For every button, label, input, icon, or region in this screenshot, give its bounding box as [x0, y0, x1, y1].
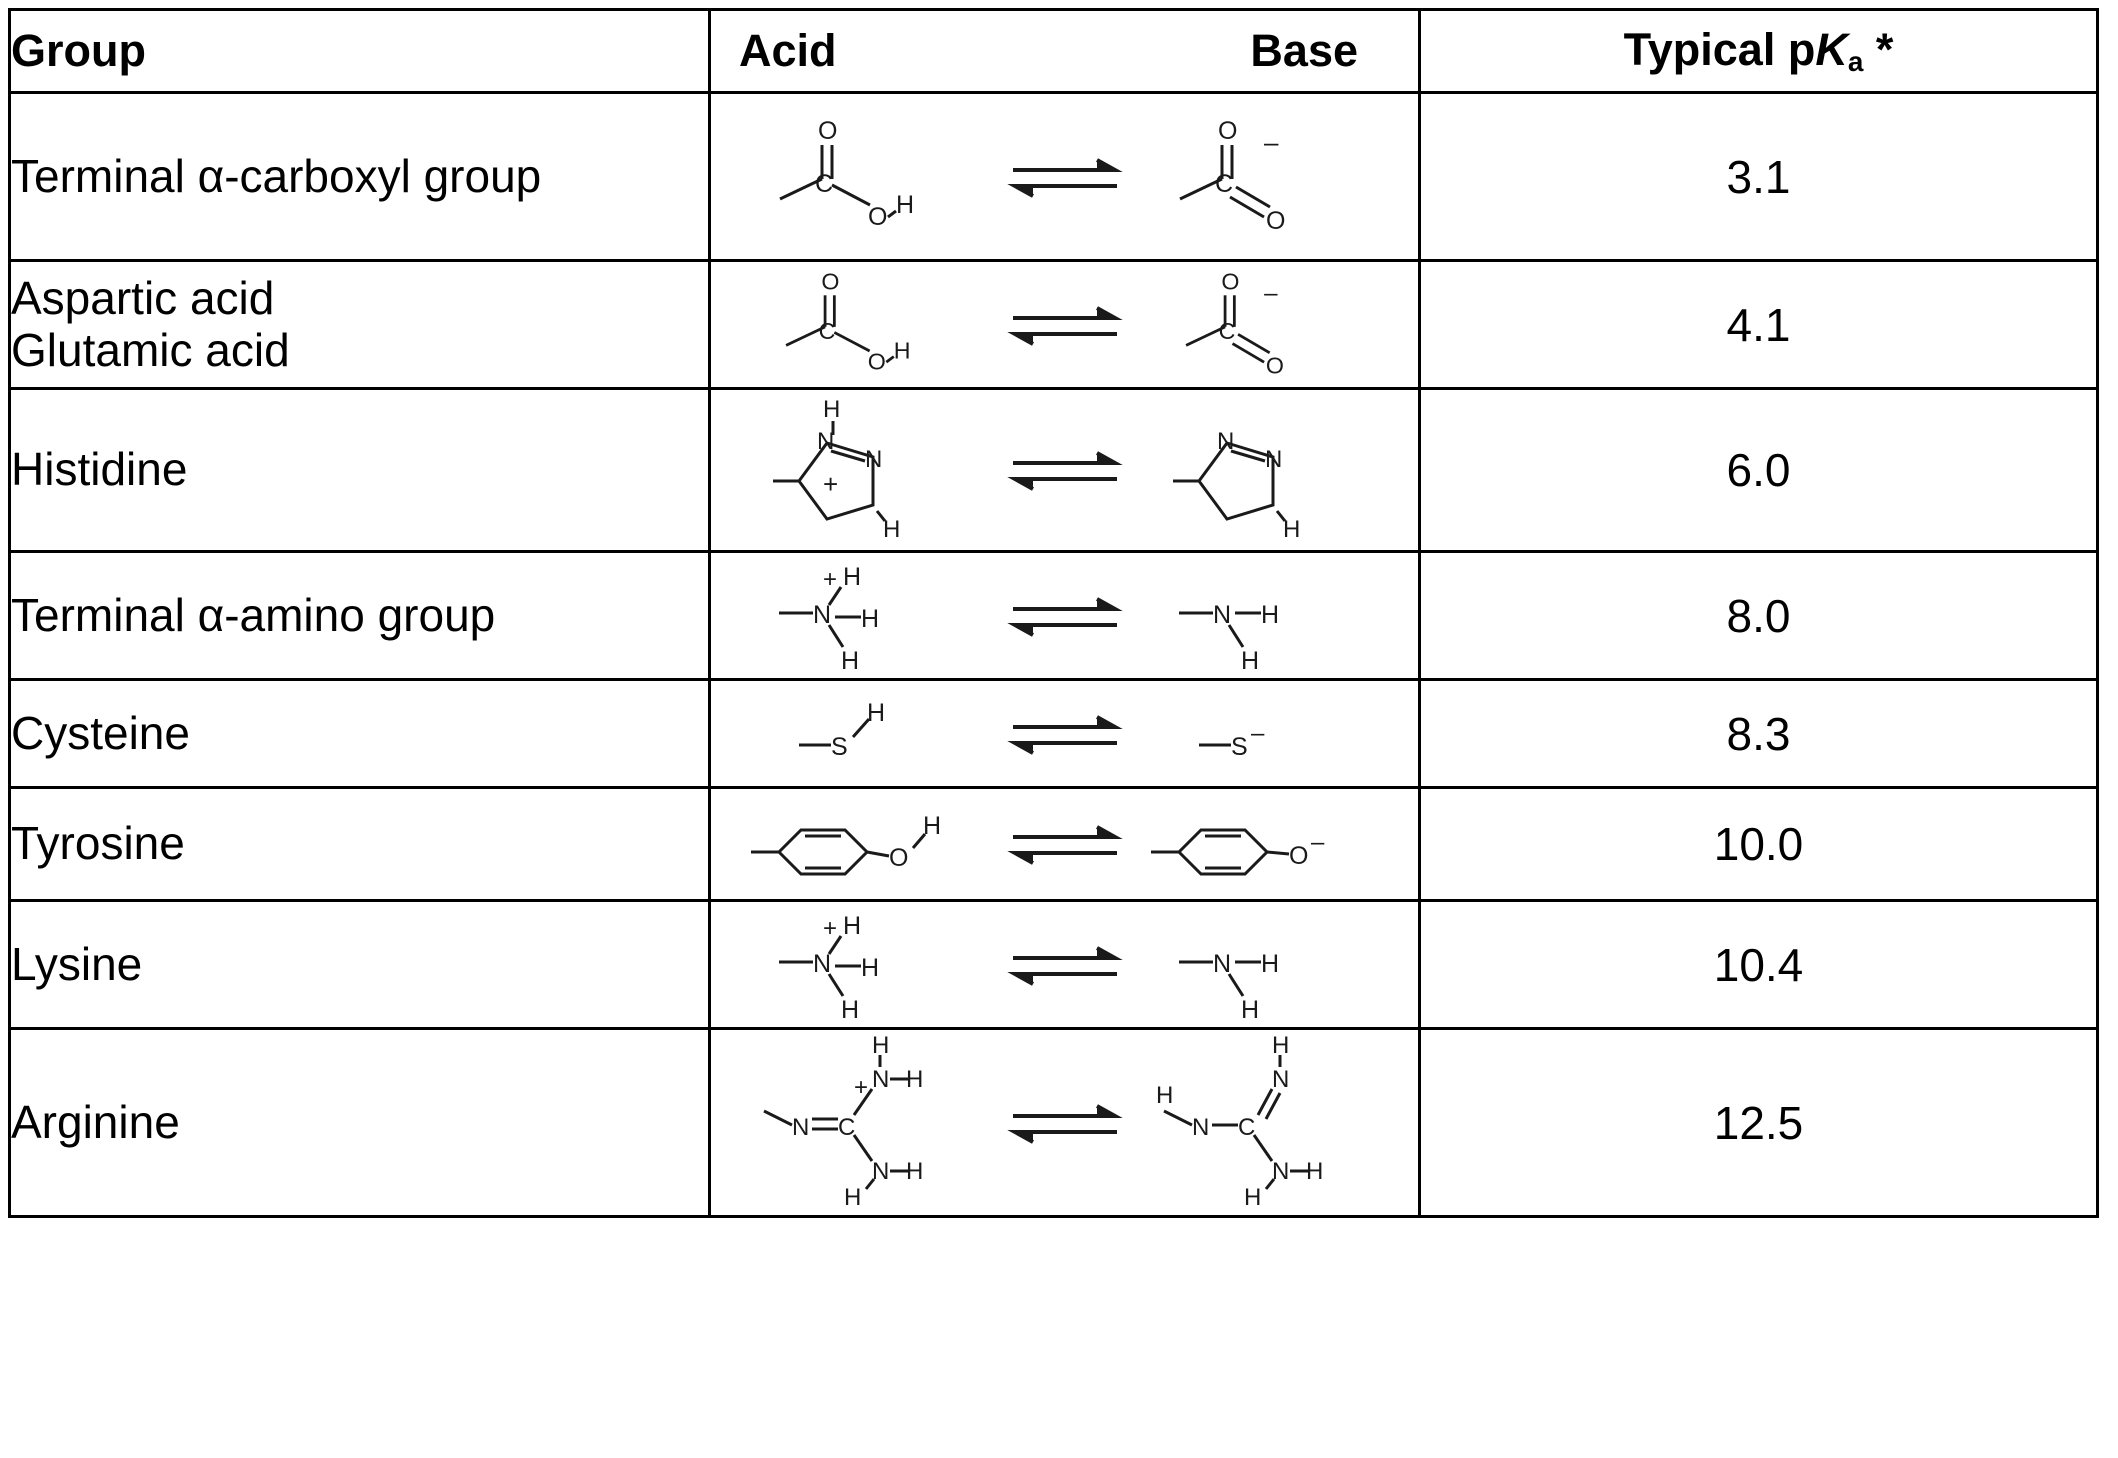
svg-text:N: N [1216, 428, 1234, 455]
svg-text:N: N [1191, 1113, 1209, 1141]
svg-text:S: S [830, 732, 848, 761]
cell-structures [710, 788, 1420, 901]
base-structure-amine-icon [1140, 551, 1390, 681]
svg-text:N: N [1212, 949, 1231, 978]
pka-prefix: Typical p [1623, 23, 1816, 75]
svg-text:O: O [867, 202, 887, 231]
column-header-group: Group [10, 10, 710, 93]
cell-group: Terminal α-carboxyl group [10, 93, 710, 261]
svg-text:C: C [1237, 1113, 1255, 1141]
svg-text:H: H [1271, 1032, 1289, 1059]
cell-group: Tyrosine [10, 788, 710, 901]
svg-text:C: C [837, 1113, 855, 1141]
svg-text:H: H [1260, 949, 1279, 978]
cell-structures [710, 680, 1420, 788]
svg-text:H: H [1240, 995, 1259, 1024]
svg-text:–: – [1250, 719, 1264, 747]
column-header-base: Base [1250, 25, 1358, 76]
svg-text:N: N [812, 600, 831, 629]
cell-group: Cysteine [10, 680, 710, 788]
svg-text:H: H [1240, 646, 1259, 675]
column-header-pka [1420, 10, 2098, 93]
cell-group: Lysine [10, 901, 710, 1029]
cell-group [10, 261, 710, 389]
svg-text:H: H [893, 336, 911, 363]
cell-structures [710, 93, 1420, 261]
table-header [10, 10, 2098, 93]
cell-structures [710, 901, 1420, 1029]
svg-text:H: H [860, 953, 879, 982]
table-row [10, 552, 2098, 680]
base-structure-thiolate-icon [1140, 689, 1390, 779]
cell-structures [710, 552, 1420, 680]
svg-text:C: C [814, 169, 833, 198]
base-structure-amine-icon [1140, 900, 1390, 1030]
pka-table [8, 8, 2099, 1218]
svg-text:C: C [1218, 317, 1235, 344]
base-structure-carboxylate-icon [1140, 107, 1390, 247]
svg-text:–: – [1263, 279, 1277, 307]
svg-text:+: + [822, 469, 838, 499]
table-body [10, 93, 2098, 1217]
table-row [10, 389, 2098, 552]
cell-structures [710, 389, 1420, 552]
svg-text:N: N [1271, 1157, 1289, 1185]
equilibrium-arrow-icon [1000, 591, 1130, 641]
svg-text:H: H [1282, 516, 1300, 543]
cell-pka: 12.5 [1420, 1029, 2098, 1217]
cell-pka: 8.0 [1420, 552, 2098, 680]
svg-text:O: O [1220, 268, 1239, 295]
equilibrium-arrow-icon [1000, 152, 1130, 202]
svg-text:H: H [840, 995, 859, 1024]
svg-text:O: O [1265, 206, 1285, 235]
svg-text:–: – [1310, 829, 1324, 856]
svg-text:+: + [822, 565, 837, 593]
svg-text:H: H [866, 698, 885, 727]
equilibrium-arrow-icon [1000, 709, 1130, 759]
acid-structure-imidazolium-icon [740, 395, 990, 545]
equilibrium-arrow-icon [1000, 819, 1130, 869]
svg-text:H: H [1243, 1183, 1261, 1211]
table-row [10, 901, 2098, 1029]
svg-text:N: N [1271, 1065, 1289, 1093]
svg-text:H: H [922, 812, 941, 840]
cell-structures [710, 261, 1420, 389]
base-structure-phenolate-icon [1140, 794, 1390, 894]
cell-group: Terminal α-amino group [10, 552, 710, 680]
svg-text:N: N [871, 1157, 889, 1185]
svg-text:N: N [871, 1065, 889, 1093]
svg-text:H: H [1305, 1157, 1323, 1185]
svg-text:H: H [822, 396, 840, 423]
acid-structure-carboxylic-acid-icon [740, 107, 990, 247]
svg-text:H: H [842, 562, 861, 591]
pka-k-italic: K [1815, 23, 1848, 75]
table-row [10, 788, 2098, 901]
group-line-aspartic: Aspartic acid [11, 271, 275, 324]
svg-text:N: N [791, 1113, 809, 1141]
cell-group: Histidine [10, 389, 710, 552]
svg-text:N: N [812, 949, 831, 978]
table-row [10, 93, 2098, 261]
cell-group: Arginine [10, 1029, 710, 1217]
acid-structure-carboxylic-acid-icon [740, 260, 990, 390]
svg-text:N: N [1212, 600, 1231, 629]
group-line-glutamic: Glutamic acid [11, 323, 290, 376]
svg-text:–: – [1263, 126, 1278, 157]
cell-pka: 6.0 [1420, 389, 2098, 552]
table-row [10, 1029, 2098, 1217]
svg-text:O: O [820, 268, 839, 295]
svg-text:H: H [840, 646, 859, 675]
svg-text:O: O [1265, 351, 1284, 378]
svg-text:H: H [860, 604, 879, 633]
base-structure-carboxylate-icon [1140, 260, 1390, 390]
svg-text:C: C [818, 317, 835, 344]
svg-text:C: C [1214, 169, 1233, 198]
svg-text:H: H [843, 1183, 861, 1211]
acid-structure-ammonium-icon [740, 900, 990, 1030]
acid-structure-phenol-icon [740, 794, 990, 894]
column-header-structures [710, 10, 1420, 93]
svg-text:H: H [842, 911, 861, 940]
cell-pka: 10.0 [1420, 788, 2098, 901]
equilibrium-arrow-icon [1000, 940, 1130, 990]
svg-text:+: + [853, 1073, 868, 1101]
base-structure-imidazole-icon [1140, 395, 1390, 545]
table-row [10, 261, 2098, 389]
svg-text:H: H [871, 1032, 889, 1059]
svg-text:N: N [864, 446, 882, 473]
header-row [10, 10, 2098, 93]
svg-text:S: S [1230, 732, 1248, 761]
pka-footnote-star: * [1875, 23, 1894, 75]
cell-pka: 10.4 [1420, 901, 2098, 1029]
svg-text:H: H [905, 1157, 923, 1185]
base-structure-guanidine-icon [1140, 1033, 1390, 1213]
svg-text:O: O [888, 844, 908, 872]
svg-text:H: H [905, 1065, 923, 1093]
equilibrium-arrow-icon [1000, 300, 1130, 350]
cell-structures [710, 1029, 1420, 1217]
svg-text:N: N [1264, 446, 1282, 473]
cell-pka: 8.3 [1420, 680, 2098, 788]
svg-text:O: O [1217, 116, 1237, 145]
cell-pka: 3.1 [1420, 93, 2098, 261]
equilibrium-arrow-icon [1000, 1098, 1130, 1148]
pka-subscript: a [1847, 46, 1864, 78]
equilibrium-arrow-icon [1000, 445, 1130, 495]
svg-text:H: H [895, 190, 914, 219]
cell-pka: 4.1 [1420, 261, 2098, 389]
svg-text:N: N [816, 428, 834, 455]
svg-text:O: O [867, 348, 886, 375]
acid-structure-ammonium-icon [740, 551, 990, 681]
svg-text:H: H [882, 516, 900, 543]
acid-structure-thiol-icon [740, 689, 990, 779]
svg-text:H: H [1155, 1081, 1173, 1109]
acid-structure-guanidinium-icon [740, 1033, 990, 1213]
svg-text:+: + [822, 914, 837, 942]
table-row [10, 680, 2098, 788]
column-header-acid: Acid [739, 25, 837, 76]
svg-text:H: H [1260, 600, 1279, 629]
svg-text:O: O [817, 116, 837, 145]
svg-text:O: O [1288, 842, 1308, 870]
